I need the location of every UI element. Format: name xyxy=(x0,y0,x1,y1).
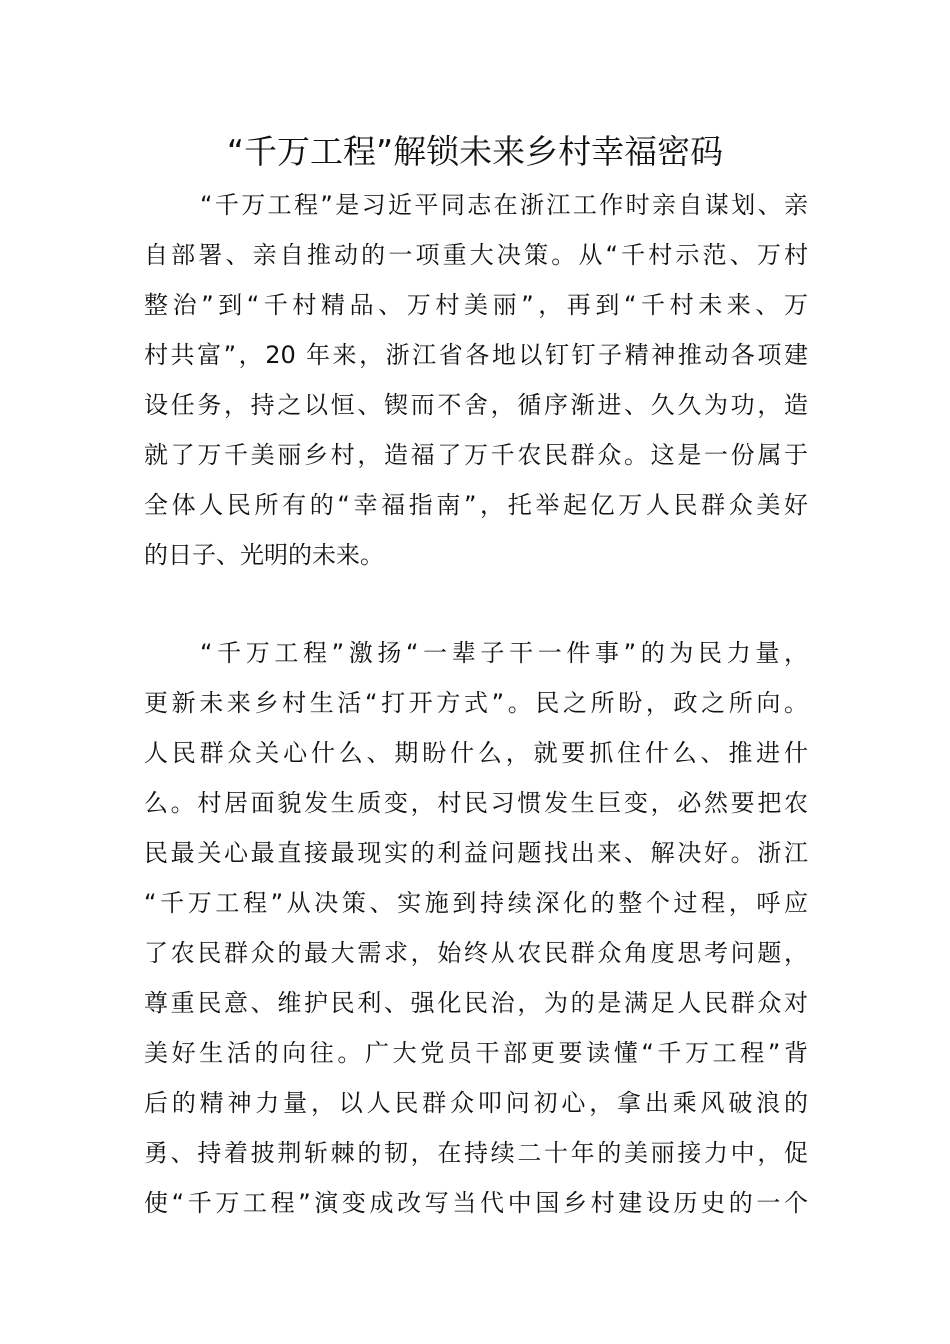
paragraph-2 xyxy=(144,628,808,1228)
paragraph-line: 的日子、光明的未来。 xyxy=(144,541,384,569)
paragraph-line: 设任务，持之以恒、锲而不舍，循序渐进、久久为功，造 xyxy=(144,391,808,419)
paragraph-line: 了农民群众的最大需求，始终从农民群众角度思考问题， xyxy=(144,939,808,967)
document-title: “千万工程”解锁未来乡村幸福密码 xyxy=(226,132,724,171)
paragraph-line: 整治”到“千村精品、万村美丽”，再到“千村未来、万 xyxy=(144,291,808,319)
paragraph-line: 就了万千美丽乡村，造福了万千农民群众。这是一份属于 xyxy=(144,441,808,469)
paragraph-line: 使“千万工程”演变成改写当代中国乡村建设历史的一个 xyxy=(144,1189,808,1217)
paragraph-1 xyxy=(144,180,808,580)
paragraph-line: 后的精神力量，以人民群众叩问初心，拿出乘风破浪的 xyxy=(144,1089,808,1117)
paragraph-line: “千万工程”是习近平同志在浙江工作时亲自谋划、亲 xyxy=(200,191,808,219)
paragraph-line: 村共富”，20 年来，浙江省各地以钉钉子精神推动各项建 xyxy=(144,341,808,369)
paragraph-line: 更新未来乡村生活“打开方式”。民之所盼，政之所向。 xyxy=(144,689,808,717)
paragraph-line: 勇、持着披荆斩棘的韧，在持续二十年的美丽接力中，促 xyxy=(144,1139,808,1167)
paragraph-line: 么。村居面貌发生质变，村民习惯发生巨变，必然要把农 xyxy=(144,789,808,817)
paragraph-line: 全体人民所有的“幸福指南”，托举起亿万人民群众美好 xyxy=(144,491,808,519)
paragraph-line: “千万工程”激扬“一辈子干一件事”的为民力量， xyxy=(200,639,808,667)
paragraph-line: “千万工程”从决策、实施到持续深化的整个过程，呼应 xyxy=(144,889,808,917)
paragraph-line: 美好生活的向往。广大党员干部更要读懂“千万工程”背 xyxy=(144,1039,808,1067)
paragraph-line: 自部署、亲自推动的一项重大决策。从“千村示范、万村 xyxy=(144,241,808,269)
paragraph-line: 人民群众关心什么、期盼什么，就要抓住什么、推进什 xyxy=(144,739,808,767)
paragraph-line: 尊重民意、维护民利、强化民治，为的是满足人民群众对 xyxy=(144,989,808,1017)
paragraph-line: 民最关心最直接最现实的利益问题找出来、解决好。浙江 xyxy=(144,839,808,867)
